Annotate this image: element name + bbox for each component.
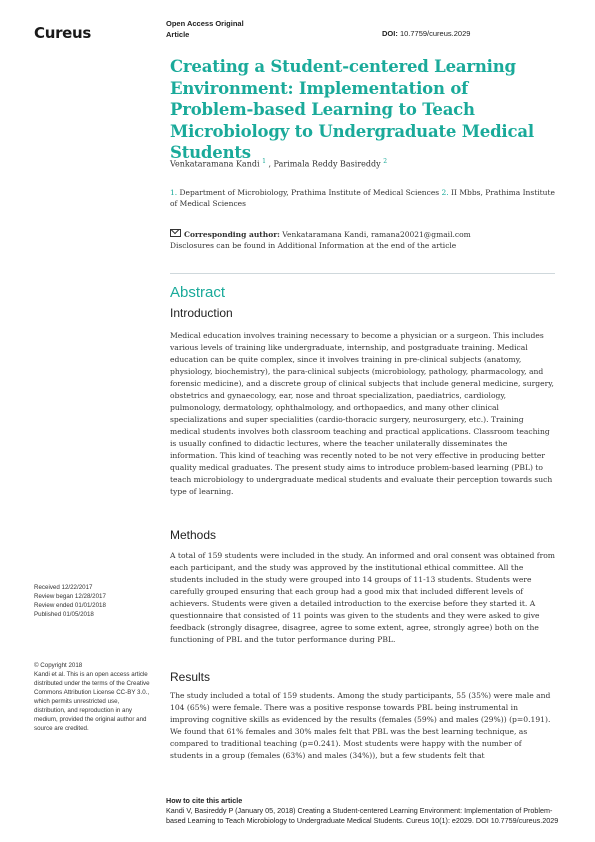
copyright-line: © Copyright 2018: [34, 662, 83, 669]
methods-heading: Methods: [170, 528, 217, 542]
copyright-block: [34, 661, 152, 733]
corresponding-text[interactable]: Venkataramana Kandi, ramana20021@gmail.com: [279, 230, 471, 239]
results-heading: Results: [170, 670, 211, 684]
introduction-text: Medical education involves training necessary to become a physician or a surgeon. This includes various levels of training like undergraduate, internship, and postgraduate training. Medical education can be quite complex, since it involves training in pre-clinical subjects (anatomy, physiology, biochemistry), the para-clinical subjects (microbiology, pathology, pharmacology, and forensic medicine), and a discrete group of clinical subjects that include general medicine, surgery, obstetrics and gynaecology, ear, nose and throat specialization, paediatrics, cardiology, pulmonology, dermatology, ophthalmology, and orthopaedics, and many other clinical specializations and super specialities (cardio-thoracic surgery, neurosurgery, etc.). Training medical students involves both classroom teaching and practical applications. Classroom teaching is usually confined to didactic lectures, where the teacher unilaterally disseminates the information. This kind of teaching was recently noted to be not very effective in producing better quality medical graduates. The present study aims to introduce problem-based learning (PBL) to teach microbiology to undergraduate medical students and evaluate their perception towards such type of learning.: [170, 331, 554, 496]
license-text: Kandi et al. This is an open access article distributed under the terms of the Creative Commons Attribution License CC-BY 3.0., which permits unrestricted use, distribution, and reproduction in any medium, provided the original author and source are credited.: [34, 671, 150, 732]
published-date: Published 01/05/2018: [34, 611, 94, 618]
citation-block: [166, 796, 566, 826]
introduction-heading: Introduction: [170, 306, 233, 320]
affiliation-number: 1.: [170, 188, 178, 197]
citation-text: Kandi V, Basireddy P (January 05, 2018) Creating a Student-centered Learning Environment: Implementation of Problem-based Learning to Teach Microbiology to Undergraduate Medical Students. Cureus 10(1): e2029. DOI 10.7759/cureus.2029: [166, 806, 559, 825]
author-list: [170, 158, 387, 169]
review-began-date: Review began 12/28/2017: [34, 593, 106, 600]
section-divider: [170, 273, 555, 274]
citation-heading: How to cite this article: [166, 796, 243, 805]
abstract-heading: Abstract: [170, 284, 226, 301]
doi: [382, 29, 470, 38]
article-type: [166, 18, 244, 40]
doi-label: DOI:: [382, 29, 398, 38]
results-text: The study included a total of 159 students. Among the study participants, 55 (35%) were male and 104 (65%) were female. There was a positive response towards PBL being instrumental in improving cognitive skills as evidenced by the results (females (59%) and males (29%)) (p=0.191). We found that 61% females and 30% males felt that PBL was the best learning technique, as compared to traditional teaching (p=0.241). Most students were happy with the number of students in a group (females (63%) and males (34%)), but a few students felt that: [170, 691, 551, 760]
methods-text: A total of 159 students were included in the study. An informed and oral consent was obtained from each participant, and the study was approved by the institutional ethical committee. All the students included in the study were grouped into 14 groups of 11-13 students. Students were carefully grouped ensuring that each group had a good mix that included different levels of achievers. Students were given a detailed introduction to the exercise before they started it. A questionnaire that consisted of 11 points was given to the students and they were asked to give feedback (strongly disagree, disagree, agree to some extent, agree, strongly agree) both on the functioning of PBL and the tutor performance during PBL.: [170, 551, 556, 644]
article-type-line1: Open Access Original: [166, 19, 244, 28]
article-dates: [34, 583, 152, 619]
affiliation-text: II Mbbs, Prathima Institute of Medical Sciences: [170, 188, 555, 208]
article-type-line2: Article: [166, 30, 190, 39]
corresponding-author: [170, 229, 555, 251]
author-separator: ,: [265, 159, 274, 169]
received-date: Received 12/22/2017: [34, 584, 93, 591]
article-title: Creating a Student-centered Learning Environment: Implementation of Problem-based Learning to Teach Microbiology to Undergraduate Medical Students: [170, 57, 534, 162]
affiliation-text: Department of Microbiology, Prathima Institute of Medical Sciences: [177, 188, 442, 197]
doi-value[interactable]: 10.7759/cureus.2029: [399, 29, 471, 38]
disclosure-note: Disclosures can be found in Additional Information at the end of the article: [170, 241, 457, 250]
affiliations: [170, 187, 555, 209]
author-affiliation-ref: 1: [262, 158, 266, 165]
author-name[interactable]: Venkataramana Kandi: [170, 159, 260, 169]
affiliation-number: 2.: [441, 188, 449, 197]
corresponding-label: Corresponding author:: [184, 230, 280, 239]
review-ended-date: Review ended 01/01/2018: [34, 602, 106, 609]
author-name[interactable]: Parimala Reddy Basireddy: [273, 159, 381, 169]
journal-logo: Cureus: [34, 24, 92, 42]
author-affiliation-ref: 2: [383, 158, 388, 165]
envelope-icon: [170, 229, 181, 237]
